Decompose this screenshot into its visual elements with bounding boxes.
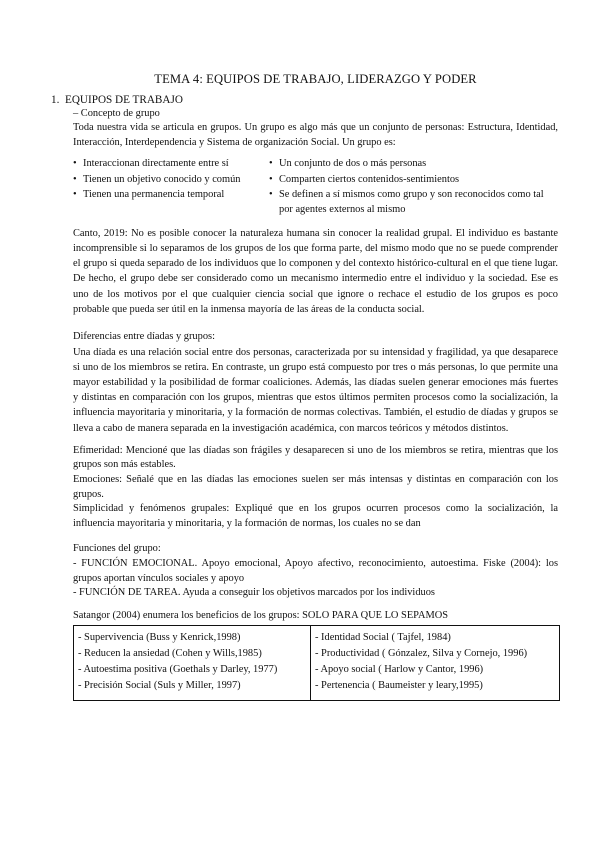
subsection-heading: – Concepto de grupo [73, 108, 160, 119]
benefit-item: - Identidad Social ( Tajfel, 1984) [315, 632, 451, 644]
bullets-left-column [73, 156, 269, 218]
table-row [74, 626, 560, 701]
bullet-item: • Interaccionan directamente entre sí [73, 156, 269, 171]
benefit-item: - Reducen la ansiedad (Cohen y Wills,1985) [78, 648, 262, 660]
definition-bullets [73, 156, 558, 218]
benefits-right-cell [311, 626, 560, 701]
benefit-item: - Supervivencia (Buss y Kenrick,1998) [78, 632, 241, 644]
section-number: 1. [51, 94, 60, 106]
diff-heading: Diferencias entre díadas y grupos: [73, 331, 215, 343]
intro-paragraph: Toda nuestra vida se articula en grupos. Un grupo es algo más que un conjunto de personas: Estructura, Identidad, Interacción, Interdependencia y Sistema de organización Social. Un grupo es: [73, 122, 558, 148]
section-heading [51, 93, 558, 107]
funcion-emocional: - FUNCIÓN EMOCIONAL. Apoyo emocional, Apoyo afectivo, reconocimiento, autoestima. Fiske (2004): los grupos aportan vínculos sociales y apoyo [73, 558, 558, 584]
efimeridad-paragraph: Efimeridad: Mencioné que las díadas son frágiles y desaparecen si uno de los miembros se retira, mientras que los grupos son más estables. [73, 444, 558, 471]
funciones-heading: Funciones del grupo: [73, 543, 161, 555]
benefits-left-cell [74, 626, 311, 701]
bullet-item: • Tienen un objetivo conocido y común [73, 172, 269, 187]
diff-paragraph: Una díada es una relación social entre dos personas, caracterizada por su intensidad y fragilidad, ya que desaparece si uno de los miembros se retira. En contraste, un grupo está compuesto por tres o más personas, lo que permite una mayor estabilidad y la posibilidad de formar coaliciones. Además, las díadas suelen generar emociones más fuertes y distintas en comparación con los grupos, mientras que estos últimos permiten procesos como la socialización, la influencia mayoritaria y minoritaria, y la formación de normas colectivas. También, el estudio de díadas y grupos se lleva a cabo de manera separada en la investigación académica, con marcos teóricos y métodos distintos. [73, 346, 558, 434]
benefit-item: - Precisión Social (Suls y Miller, 1997) [78, 680, 241, 692]
bullet-item: • Comparten ciertos contenidos-sentimientos [269, 172, 558, 187]
section-title: EQUIPOS DE TRABAJO [65, 94, 183, 106]
simplicidad-paragraph: Simplicidad y fenómenos grupales: Expliqué que en los grupos ocurren procesos como la socialización, la influencia mayoritaria y minoritaria, y la formación de normas, los cuales no se dan [73, 503, 558, 529]
bullet-item: • Se definen a sí mismos como grupo y son reconocidos como tal por agentes externos al mismo [269, 187, 558, 218]
satangor-intro: Satangor (2004) enumera los beneficios de los grupos: SOLO PARA QUE LO SEPAMOS [73, 609, 449, 621]
funcion-tarea: - FUNCIÓN DE TAREA. Ayuda a conseguir los objetivos marcados por los individuos [73, 587, 435, 599]
bullet-item: • Un conjunto de dos o más personas [269, 156, 558, 171]
benefit-item: - Apoyo social ( Harlow y Cantor, 1996) [315, 664, 484, 676]
bullet-item: • Tienen una permanencia temporal [73, 187, 269, 202]
benefit-item: - Autoestima positiva (Goethals y Darley, 1977) [78, 664, 278, 676]
benefit-item: - Productividad ( Gónzalez, Silva y Cornejo, 1996) [315, 648, 528, 660]
bullets-right-column [269, 156, 558, 218]
canto-paragraph: Canto, 2019: No es posible conocer la naturaleza humana sin conocer la realidad grupal. El individuo es bastante incomprensible si lo separamos de los grupos de los que forma parte, del mismo modo que no se puede comprender el grupo si queda separado de los individuos que lo componen y del contexto histórico-cultural en el que tiene lugar. De hecho, el grupo debe ser considerado como un mecanismo intermedio entre el individuo y la sociedad. Ese es uno de los motivos por el que cualquier ciencia social que ignore o rechace el estudio de los grupos es poco probable que pueda ser útil en la inmensa mayoría de las áreas de la conducta social. [73, 227, 558, 315]
benefits-table [73, 625, 560, 701]
emociones-paragraph: Emociones: Señalé que en las díadas las emociones suelen ser más intensas y distintas en comparación con los grupos. [73, 474, 558, 500]
benefit-item: - Pertenencia ( Baumeister y leary,1995) [315, 680, 483, 692]
page-title: TEMA 4: EQUIPOS DE TRABAJO, LIDERAZGO Y PODER [154, 72, 477, 86]
